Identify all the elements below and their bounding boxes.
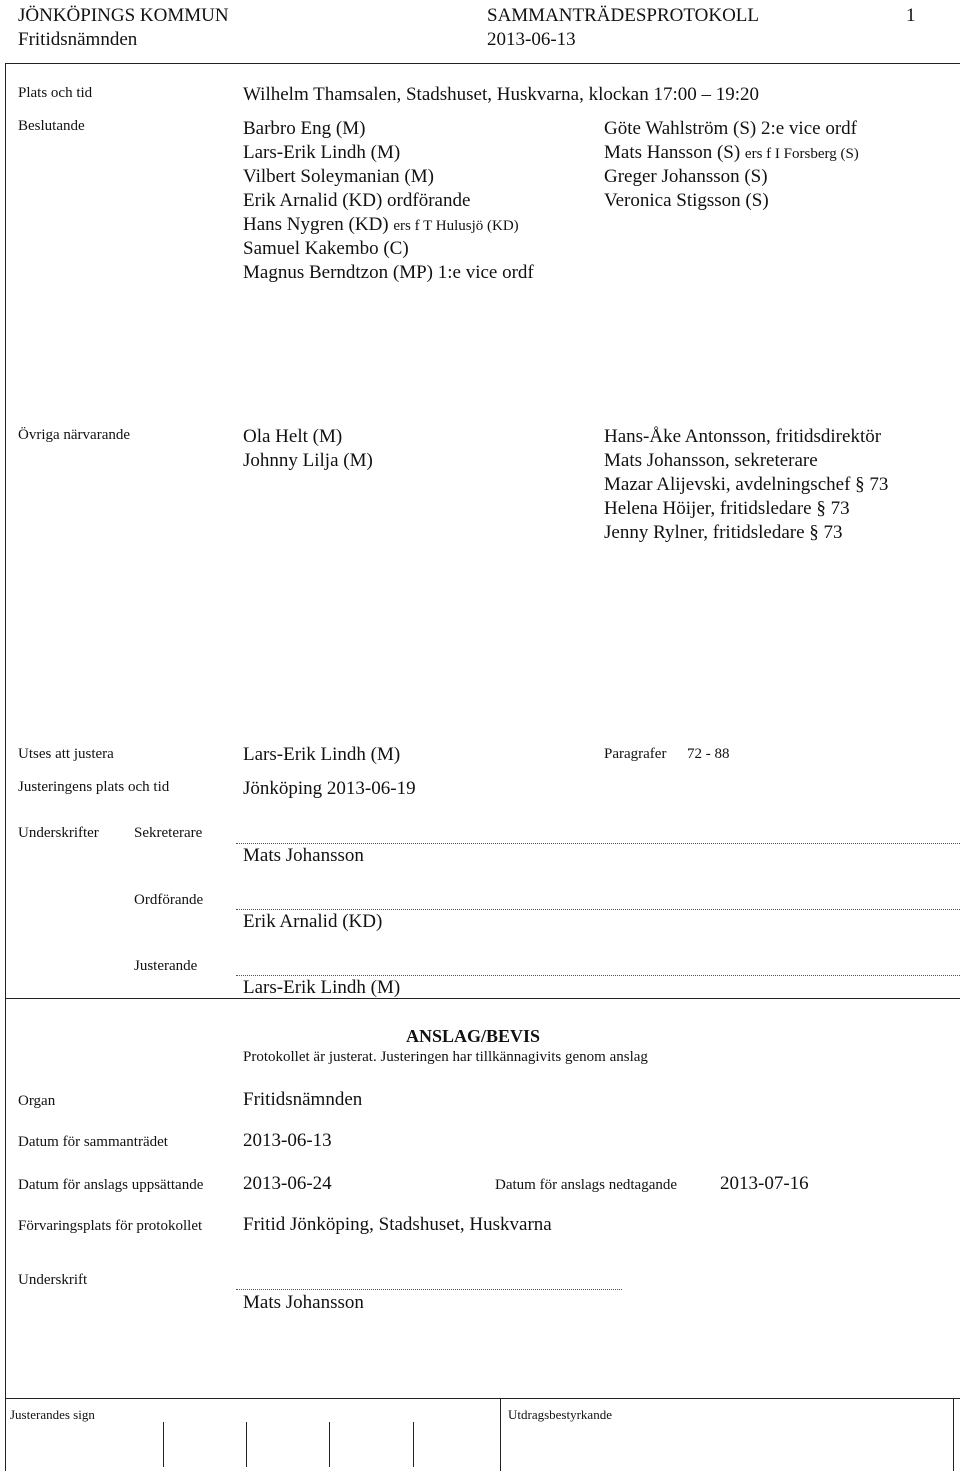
signature-name: Mats Johansson bbox=[243, 845, 364, 866]
member-entry: Veronica Stigsson (S) bbox=[604, 190, 769, 211]
attendee-entry: Hans-Åke Antonsson, fritidsdirektör bbox=[604, 426, 882, 447]
signature-label: Underskrift bbox=[18, 1272, 88, 1288]
header-divider bbox=[5, 63, 960, 64]
sign-box-divider bbox=[246, 1422, 247, 1467]
footer-top-border bbox=[5, 1398, 960, 1399]
sign-box-divider bbox=[163, 1422, 164, 1467]
document-type: SAMMANTRÄDESPROTOKOLL bbox=[487, 5, 760, 26]
deciding-label: Beslutande bbox=[18, 118, 85, 134]
removed-date-value: 2013-07-16 bbox=[720, 1173, 809, 1194]
member-entry: Greger Johansson (S) bbox=[604, 166, 768, 187]
attendee-entry: Jenny Rylner, fritidsledare § 73 bbox=[604, 522, 843, 543]
storage-label: Förvaringsplats för protokollet bbox=[18, 1218, 203, 1234]
municipality-name: JÖNKÖPINGS KOMMUN bbox=[18, 5, 229, 26]
sign-box-divider bbox=[413, 1422, 414, 1467]
attendee-entry: Ola Helt (M) bbox=[243, 426, 343, 447]
adjust-place-value: Jönköping 2013-06-19 bbox=[243, 778, 416, 799]
member-entry: Erik Arnalid (KD) ordförande bbox=[243, 190, 471, 211]
signature-line bbox=[236, 843, 960, 844]
paragraphs-label: Paragrafer bbox=[604, 746, 667, 762]
substitute-note: ers f T Hulusjö (KD) bbox=[393, 218, 519, 234]
organ-value: Fritidsnämnden bbox=[243, 1089, 363, 1110]
extract-certification-label: Utdragsbestyrkande bbox=[508, 1407, 612, 1422]
member-entry: Samuel Kakembo (C) bbox=[243, 238, 409, 259]
signature-line bbox=[236, 975, 960, 976]
adjuster-label: Utses att justera bbox=[18, 746, 114, 762]
member-entry: Magnus Berndtzon (MP) 1:e vice ordf bbox=[243, 262, 534, 283]
member-entry: Göte Wahlström (S) 2:e vice ordf bbox=[604, 118, 857, 139]
signature-line bbox=[236, 1289, 622, 1290]
signature-line bbox=[236, 909, 960, 910]
meeting-date: 2013-06-13 bbox=[487, 29, 576, 50]
deciding-right-list bbox=[604, 117, 859, 213]
signature-name: Lars-Erik Lindh (M) bbox=[243, 977, 401, 998]
place-value: Wilhelm Thamsalen, Stadshuset, Huskvarna, klockan 17:00 – 19:20 bbox=[243, 84, 760, 105]
storage-value: Fritid Jönköping, Stadshuset, Huskvarna bbox=[243, 1214, 552, 1235]
posted-date-label: Datum för anslags uppsättande bbox=[18, 1177, 204, 1193]
signature-role: Ordförande bbox=[134, 892, 204, 908]
signatures-label: Underskrifter bbox=[18, 825, 99, 841]
organ-label: Organ bbox=[18, 1093, 56, 1109]
posted-date-value: 2013-06-24 bbox=[243, 1173, 332, 1194]
notice-title: ANSLAG/BEVIS bbox=[406, 1026, 541, 1046]
left-margin-line bbox=[5, 63, 6, 1471]
signature-role: Sekreterare bbox=[134, 825, 203, 841]
attendee-entry: Johnny Lilja (M) bbox=[243, 450, 373, 471]
page-number: 1 bbox=[906, 5, 916, 26]
deciding-left-list bbox=[243, 117, 534, 285]
signature-name: Erik Arnalid (KD) bbox=[243, 911, 383, 932]
member-entry: Barbro Eng (M) bbox=[243, 118, 366, 139]
footer-divider bbox=[500, 1398, 501, 1471]
adjuster-value: Lars-Erik Lindh (M) bbox=[243, 744, 401, 765]
adjust-place-label: Justeringens plats och tid bbox=[18, 779, 170, 795]
others-right-list bbox=[604, 425, 888, 545]
meeting-date-value: 2013-06-13 bbox=[243, 1130, 332, 1151]
attendee-entry: Helena Höijer, fritidsledare § 73 bbox=[604, 498, 850, 519]
member-entry: Vilbert Soleymanian (M) bbox=[243, 166, 434, 187]
attendee-entry: Mats Johansson, sekreterare bbox=[604, 450, 818, 471]
signature-role: Justerande bbox=[134, 958, 198, 974]
member-entry: Mats Hansson (S) ers f I Forsberg (S) bbox=[604, 142, 859, 163]
section-divider bbox=[5, 998, 960, 999]
others-left-list bbox=[243, 425, 373, 473]
adjuster-sign-label: Justerandes sign bbox=[10, 1407, 95, 1422]
attendee-entry: Mazar Alijevski, avdelningschef § 73 bbox=[604, 474, 889, 495]
meeting-date-label: Datum för sammanträdet bbox=[18, 1134, 168, 1150]
member-entry: Hans Nygren (KD) ers f T Hulusjö (KD) bbox=[243, 214, 519, 235]
sign-box-divider bbox=[329, 1422, 330, 1467]
removed-date-label: Datum för anslags nedtagande bbox=[495, 1177, 678, 1193]
board-name: Fritidsnämnden bbox=[18, 29, 138, 50]
notice-text: Protokollet är justerat. Justeringen har tillkännagivits genom anslag bbox=[243, 1049, 648, 1065]
footer-right-border bbox=[953, 1398, 954, 1471]
others-label: Övriga närvarande bbox=[18, 427, 131, 443]
signature-name: Mats Johansson bbox=[243, 1292, 364, 1313]
paragraphs-value: 72 - 88 bbox=[687, 746, 730, 762]
place-label: Plats och tid bbox=[18, 85, 93, 101]
substitute-note: ers f I Forsberg (S) bbox=[744, 146, 859, 162]
member-entry: Lars-Erik Lindh (M) bbox=[243, 142, 401, 163]
